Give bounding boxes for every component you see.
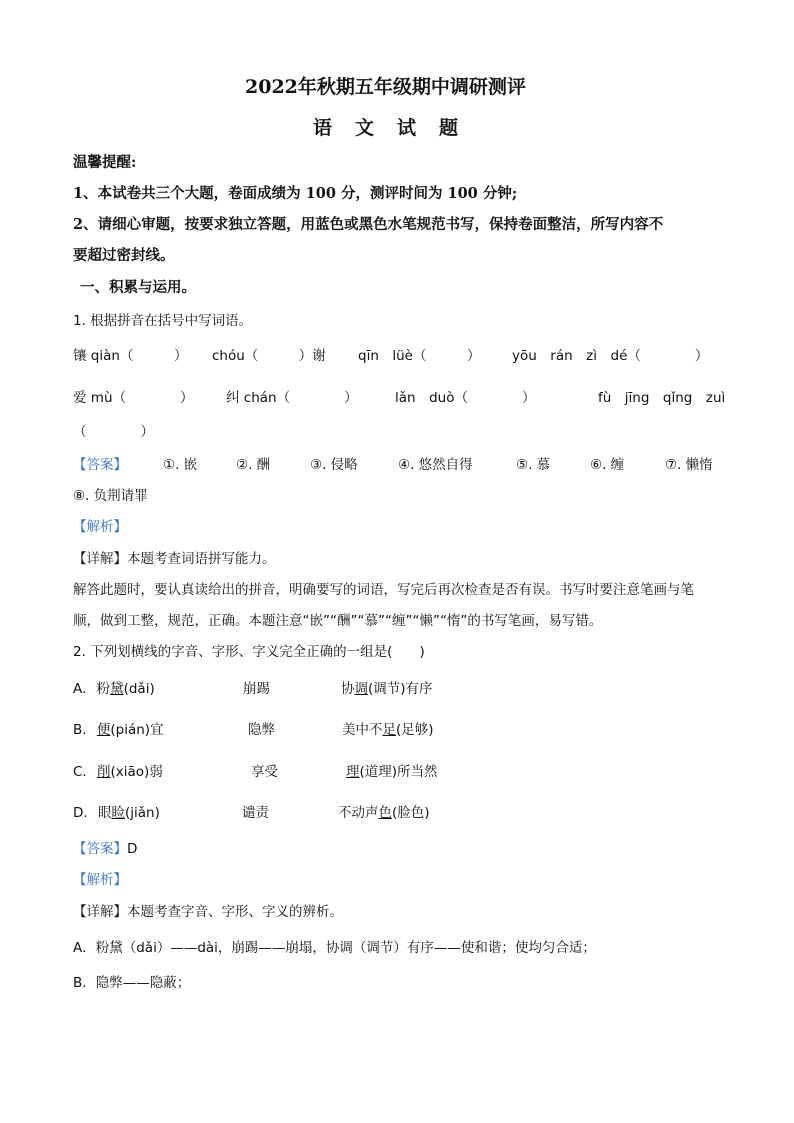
q1-answer-2: ②. 酬 bbox=[236, 457, 271, 473]
option-word: 眼睑(jiǎn) bbox=[97, 805, 160, 821]
option-label: D. bbox=[73, 805, 88, 821]
q1-blank-7: lǎn duò（ ） bbox=[395, 390, 536, 406]
page-title: 2022年秋期五年级期中调研测评 bbox=[245, 76, 526, 98]
q2-option-b-word-2: 隐弊 bbox=[248, 722, 275, 738]
q1-blank-1: 镶 qiàn（ ） bbox=[73, 348, 188, 364]
q1-blank-2: chóu（ ）谢 bbox=[212, 348, 326, 364]
q2-analysis-label: 【解析】 bbox=[73, 872, 127, 888]
q2-option-a-word-2: 崩踢 bbox=[243, 681, 270, 697]
q1-answer-5: ⑤. 慕 bbox=[516, 457, 551, 473]
q1-analysis-label: 【解析】 bbox=[73, 519, 127, 535]
q1-blank-3: qīn lüè（ ） bbox=[358, 348, 481, 364]
q1-answer-3: ③. 侵略 bbox=[310, 457, 358, 473]
q1-answer-7: ⑦. 懒惰 bbox=[665, 457, 713, 473]
q2-option-a bbox=[73, 677, 155, 697]
notice-line-2b: 要超过密封线。 bbox=[73, 247, 175, 264]
q1-blank-8: fù jīng qǐng zuì bbox=[598, 390, 726, 406]
notice-line-2a: 2、请细心审题，按要求独立答题，用蓝色或黑色水笔规范书写，保持卷面整洁，所写内容不 bbox=[73, 216, 664, 233]
q2-option-c-word-2: 享受 bbox=[251, 764, 278, 780]
page-subtitle: 语 文 试 题 bbox=[313, 117, 461, 139]
option-word: 便(pián)宜 bbox=[96, 722, 164, 738]
notice-heading: 温馨提醒: bbox=[73, 154, 137, 171]
q1-answer-8: ⑧. 负荆请罪 bbox=[73, 488, 148, 504]
q1-answer-label: 【答案】 bbox=[73, 457, 127, 473]
q2-answer: 【答案】D bbox=[73, 841, 138, 857]
q1-explain-2: 顺，做到工整，规范，正确。本题注意“嵌”“酬”“慕”“缠”“懒”“惰”的书写笔画，易写错。 bbox=[73, 613, 603, 629]
q2-option-c-word-3: 理(道理)所当然 bbox=[346, 764, 438, 780]
option-word: 粉黛(dǎi) bbox=[96, 681, 155, 697]
option-label: B. bbox=[73, 722, 87, 738]
q1-blank-6: 纠 chán（ ） bbox=[226, 390, 358, 406]
q2-option-d bbox=[73, 801, 160, 821]
q1-answer-1: ①. 嵌 bbox=[163, 457, 198, 473]
q2-option-d-word-2: 谴责 bbox=[242, 805, 269, 821]
q1-blank-4: yōu rán zì dé（ ） bbox=[512, 348, 709, 364]
q1-detail: 【详解】本题考查词语拼写能力。 bbox=[73, 551, 276, 567]
q1-blank-5: 爱 mù（ ） bbox=[73, 390, 194, 406]
option-label: A. bbox=[73, 681, 87, 697]
q1-blank-8-paren: （ ） bbox=[73, 424, 154, 440]
notice-line-1: 1、本试卷共三个大题，卷面成绩为 100 分，测评时间为 100 分钟; bbox=[73, 185, 518, 202]
q2-option-b-word-3: 美中不足(足够) bbox=[342, 722, 434, 738]
option-label: C. bbox=[73, 764, 87, 780]
q1-explain-1: 解答此题时，要认真读给出的拼音，明确要写的词语，写完后再次检查是否有误。书写时要注意笔画与笔 bbox=[73, 582, 694, 598]
option-word: 削(xiāo)弱 bbox=[97, 764, 163, 780]
q1-prompt: 1. 根据拼音在括号中写词语。 bbox=[73, 313, 253, 329]
q1-answer-6: ⑥. 缠 bbox=[590, 457, 625, 473]
q2-explain-b: B．隐弊——隐蔽； bbox=[73, 975, 191, 991]
q1-answer-4: ④. 悠然自得 bbox=[398, 457, 473, 473]
q2-option-c bbox=[73, 760, 163, 780]
q2-option-b bbox=[73, 718, 164, 738]
q2-prompt: 2. 下列划横线的字音、字形、字义完全正确的一组是( ) bbox=[73, 644, 425, 660]
q2-detail: 【详解】本题考查字音、字形、字义的辨析。 bbox=[73, 904, 343, 920]
q2-option-a-word-3: 协调(调节)有序 bbox=[341, 681, 433, 697]
section-heading: 一、积累与运用。 bbox=[80, 279, 196, 296]
q2-explain-a: A．粉黛（dǎi）——dài，崩踢——崩塌，协调（调节）有序——使和谐；使均匀合适； bbox=[73, 940, 596, 956]
q2-option-d-word-3: 不动声色(脸色) bbox=[338, 805, 430, 821]
